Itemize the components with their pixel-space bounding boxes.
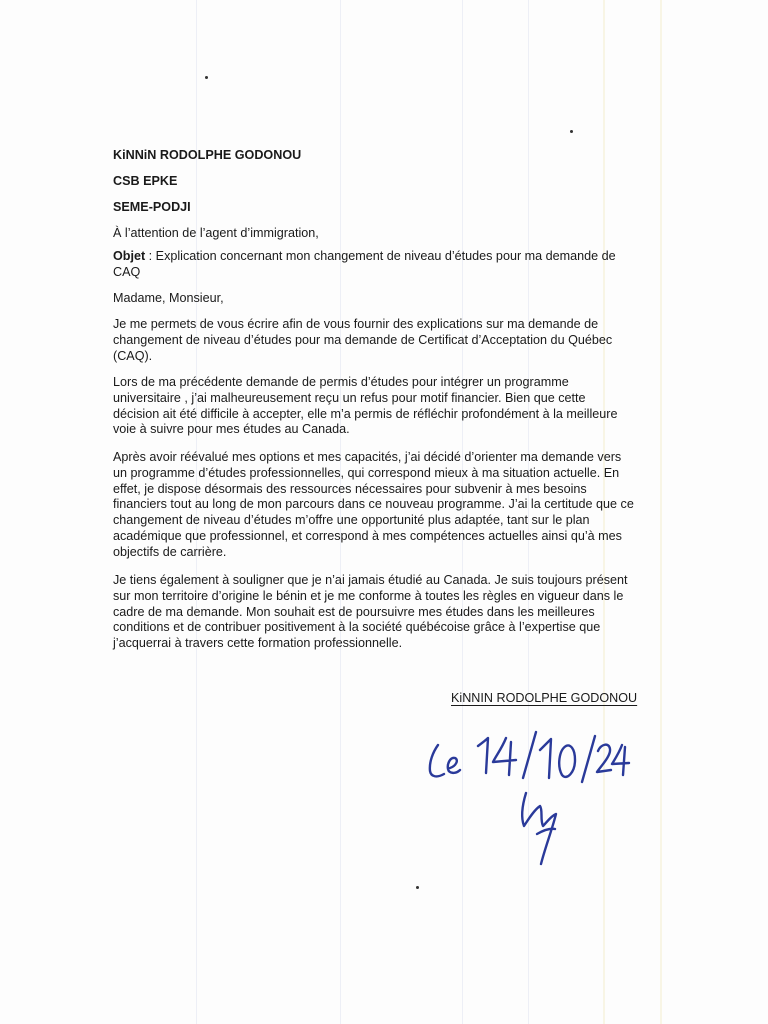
- handwritten-date-glyph: [430, 745, 444, 776]
- body-paragraph-4: Je tiens également à souligner que je n’ai jamais étudié au Canada. Je suis toujours présent sur mon territoire d’origine le bénin et je me conforme à toutes les règles en vigueur dans le cadre de ma demande. Mon souhait est de poursuivre mes études dans les meilleures conditions et de contribuer positivement à la société québécoise grâce à l’expertise que j’acquerrai à travers cette formation professionnelle.: [113, 573, 628, 651]
- body-paragraph-2: Lors de ma précédente demande de permis d’études pour intégrer un programme universitaire , j’ai malheureusement reçu un refus pour motif financier. Bien que cette décision ait été difficile à accepter, elle m’a permis de réfléchir profondément à la meilleure voie à suivre pour mes études au Canada.: [113, 375, 618, 437]
- handwritten-date-glyph: [448, 758, 460, 773]
- handwritten-date-glyph: [559, 746, 575, 777]
- sender-city: SEME-PODJI: [113, 200, 191, 214]
- body-paragraph-1: Je me permets de vous écrire afin de vous fournir des explications sur ma demande de changement de niveau d’études pour ma demande de Certificat d’Acceptation du Québec (CAQ).: [113, 317, 613, 363]
- subject-label: Objet: [113, 249, 146, 263]
- subject-text: : Explication concernant mon changement de niveau d’études pour ma demande de CAQ: [113, 249, 616, 279]
- body-paragraph-3: Après avoir réévalué mes options et mes capacités, j’ai décidé d’orienter ma demande vers un programme d’études professionnelles, qui correspond mieux à ma situation actuelle. En effet, je dispose désormais des ressources nécessaires pour subvenir à mes besoins financiers tout au long de mon parcours dans ce nouveau programme. J’ai la certitude que ce changement de niveau d’études m’offre une opportunité plus adaptée, tant sur le plan académique que professionnel, et correspond à mes compétences actuelles ainsi qu’à mes objectifs de carrière.: [113, 450, 634, 559]
- handwritten-date-glyph: [493, 738, 516, 775]
- sender-name: KiNNiN RODOLPHE GODONOU: [113, 148, 302, 162]
- handwritten-date-glyph: [523, 732, 536, 778]
- sender-institution: CSB EPKE: [113, 174, 178, 188]
- handwritten-date-glyph: [597, 745, 611, 772]
- salutation: Madame, Monsieur,: [113, 291, 224, 305]
- handwritten-signature-stroke: [537, 829, 555, 834]
- signature-printed-name: KiNNIN RODOLPHE GODONOU: [451, 691, 638, 705]
- handwritten-date-glyph: [540, 739, 551, 778]
- handwritten-date-glyph: [478, 738, 488, 773]
- handwritten-date-glyph: [612, 745, 629, 775]
- handwritten-date-glyph: [582, 736, 595, 782]
- recipient-line: À l’attention de l’agent d’immigration,: [113, 226, 319, 240]
